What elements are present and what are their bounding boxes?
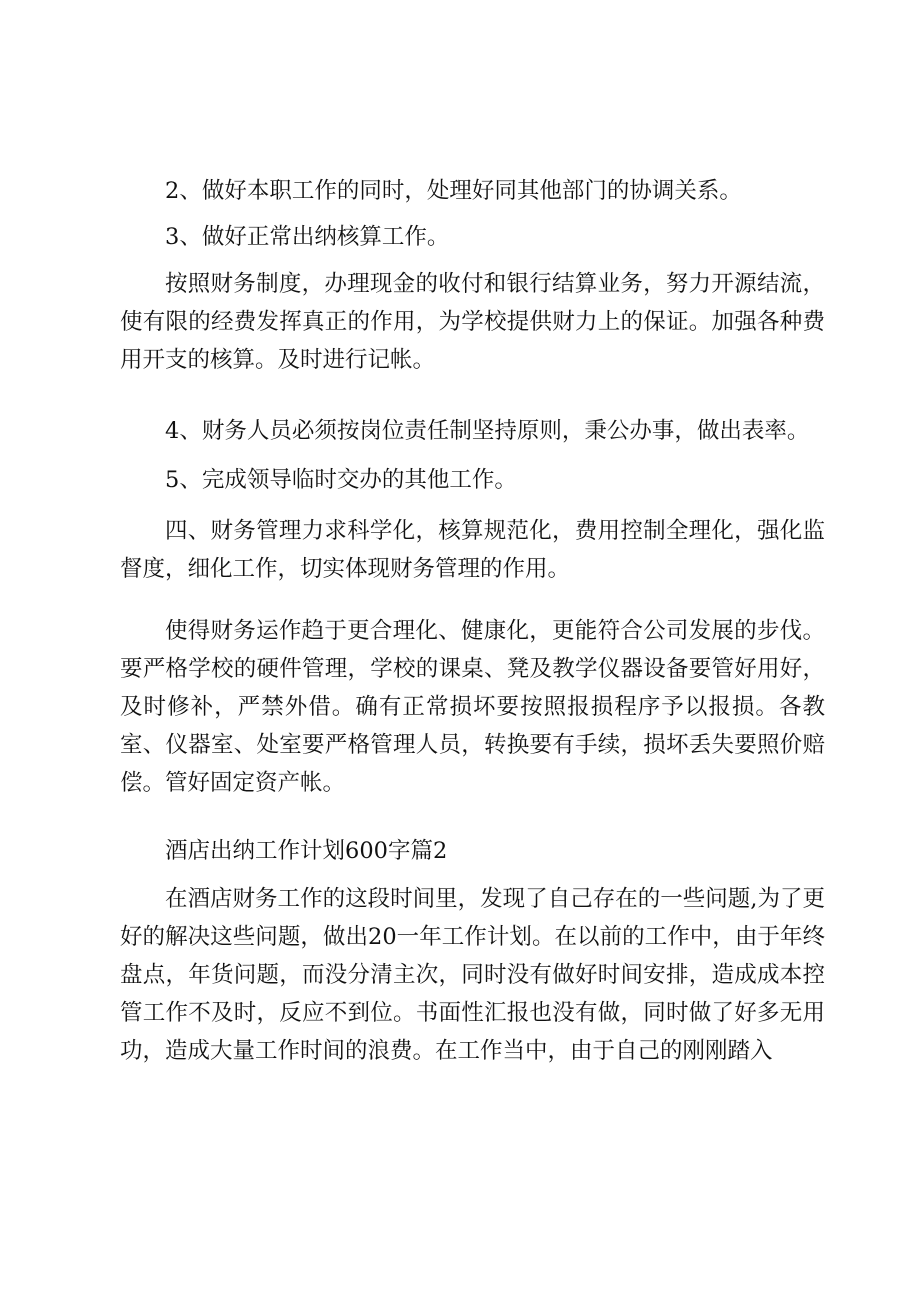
paragraph-item-3: 3、做好正常出纳核算工作。 [165, 224, 450, 250]
paragraph-hardware-management: 使得财务运作趋于更合理化、健康化，更能符合公司发展的步伐。要严格学校的硬件管理，学校的课桌、凳及教学仪器设备要管好用好，及时修补，严禁外借。确有正常损坏要按照报损程序予以报损。各教室、仪器室、处室要严格管理人员，转换要有手续，损坏丢失要照价赔偿。管好固定资产帐。 [120, 618, 825, 796]
paragraph-item-4: 4、财务人员必须按岗位责任制坚持原则，秉公办事，做出表率。 [165, 418, 810, 444]
paragraph-hotel-finance: 在酒店财务工作的这段时间里，发现了自己存在的一些问题,为了更好的解决这些问题，做出20一年工作计划。在以前的工作中，由于年终盘点，年货问题，而没分清主次，同时没有做好时间安排，造成成本控管工作不及时，反应不到位。书面性汇报也没有做，同时做了好多无用功，造成大量工作时间的浪费。在工作当中，由于自己的刚刚踏入 [120, 886, 825, 1064]
paragraph-item-2: 2、做好本职工作的同时，处理好同其他部门的协调关系。 [165, 178, 742, 204]
paragraph-item-5: 5、完成领导临时交办的其他工作。 [165, 467, 517, 493]
paragraph-cash-accounting: 按照财务制度，办理现金的收付和银行结算业务，努力开源结流，使有限的经费发挥真正的作用，为学校提供财力上的保证。加强各种费用开支的核算。及时进行记帐。 [120, 271, 825, 373]
section-heading: 酒店出纳工作计划600字篇2 [165, 838, 448, 864]
paragraph-section-four: 四、财务管理力求科学化，核算规范化，费用控制全理化，强化监督度，细化工作，切实体现财务管理的作用。 [120, 518, 825, 582]
